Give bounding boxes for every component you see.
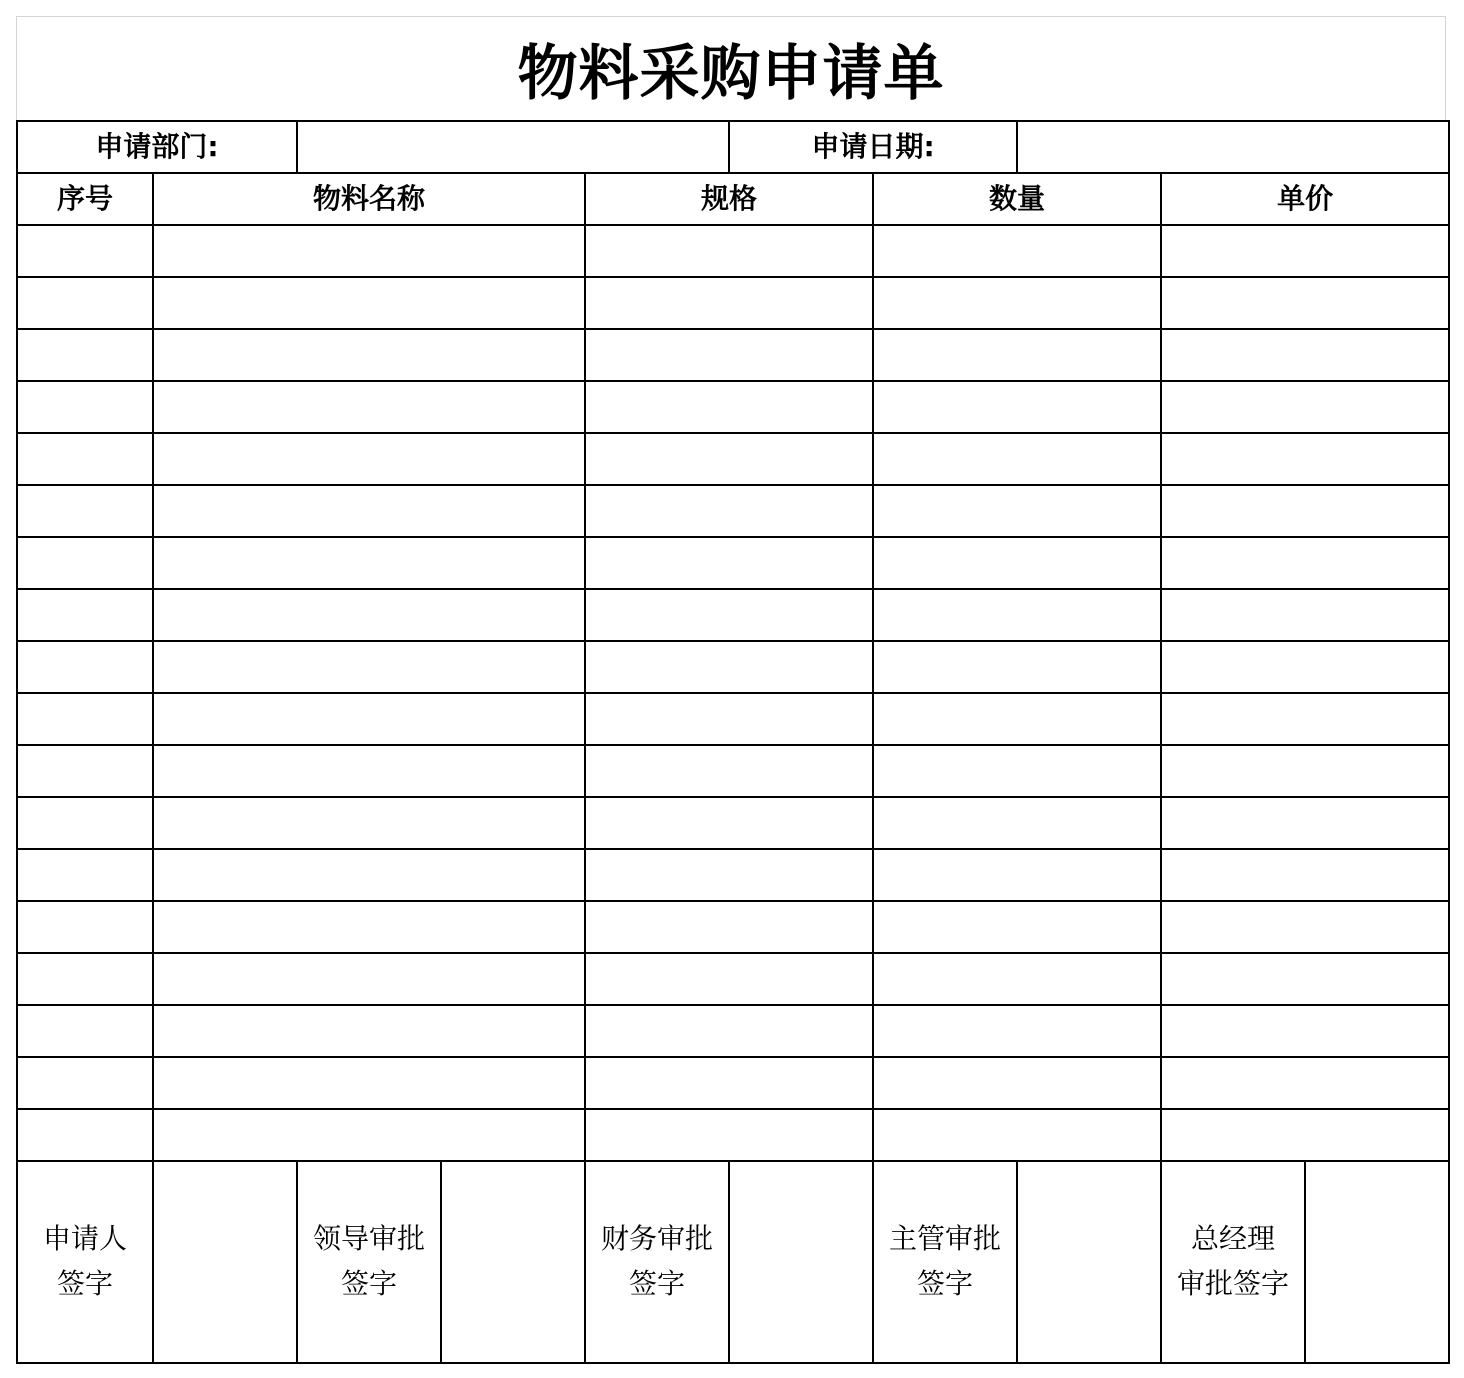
cell-name[interactable] xyxy=(153,589,585,641)
cell-qty[interactable] xyxy=(873,1057,1161,1109)
table-row xyxy=(17,901,1449,953)
cell-price[interactable] xyxy=(1161,329,1449,381)
date-label: 申请日期: xyxy=(729,121,1017,173)
purchase-request-table xyxy=(16,120,1450,1364)
cell-name[interactable] xyxy=(153,1005,585,1057)
cell-name[interactable] xyxy=(153,277,585,329)
cell-index[interactable] xyxy=(17,693,153,745)
cell-spec[interactable] xyxy=(585,641,873,693)
cell-spec[interactable] xyxy=(585,225,873,277)
signature-label-line1: 申请人 xyxy=(42,1222,127,1256)
signature-field[interactable] xyxy=(729,1161,873,1363)
signature-field[interactable] xyxy=(441,1161,585,1363)
cell-price[interactable] xyxy=(1161,381,1449,433)
table-row xyxy=(17,953,1449,1005)
signature-field[interactable] xyxy=(153,1161,297,1363)
table-row xyxy=(17,693,1449,745)
cell-name[interactable] xyxy=(153,901,585,953)
cell-name[interactable] xyxy=(153,641,585,693)
table-row xyxy=(17,641,1449,693)
cell-qty[interactable] xyxy=(873,433,1161,485)
cell-spec[interactable] xyxy=(585,849,873,901)
cell-index[interactable] xyxy=(17,901,153,953)
cell-qty[interactable] xyxy=(873,381,1161,433)
column-header-row xyxy=(17,173,1449,225)
table-row xyxy=(17,1109,1449,1161)
cell-qty[interactable] xyxy=(873,797,1161,849)
signature-label xyxy=(873,1161,1017,1363)
cell-qty[interactable] xyxy=(873,277,1161,329)
cell-price[interactable] xyxy=(1161,953,1449,1005)
table-row xyxy=(17,589,1449,641)
cell-index[interactable] xyxy=(17,485,153,537)
col-header-name: 物料名称 xyxy=(153,173,585,225)
cell-name[interactable] xyxy=(153,1057,585,1109)
cell-name[interactable] xyxy=(153,537,585,589)
cell-spec[interactable] xyxy=(585,433,873,485)
cell-price[interactable] xyxy=(1161,901,1449,953)
cell-qty[interactable] xyxy=(873,953,1161,1005)
cell-index[interactable] xyxy=(17,381,153,433)
signature-label-line2: 审批签字 xyxy=(1177,1267,1290,1300)
cell-qty[interactable] xyxy=(873,329,1161,381)
cell-index[interactable] xyxy=(17,953,153,1005)
cell-spec[interactable] xyxy=(585,589,873,641)
cell-price[interactable] xyxy=(1161,1005,1449,1057)
table-row xyxy=(17,277,1449,329)
cell-name[interactable] xyxy=(153,1109,585,1161)
cell-price[interactable] xyxy=(1161,745,1449,797)
cell-name[interactable] xyxy=(153,745,585,797)
form-header xyxy=(16,16,1446,120)
cell-qty[interactable] xyxy=(873,849,1161,901)
cell-qty[interactable] xyxy=(873,641,1161,693)
cell-price[interactable] xyxy=(1161,537,1449,589)
cell-spec[interactable] xyxy=(585,381,873,433)
cell-index[interactable] xyxy=(17,1005,153,1057)
signature-label xyxy=(297,1161,441,1363)
table-row xyxy=(17,329,1449,381)
cell-price[interactable] xyxy=(1161,641,1449,693)
dept-field[interactable] xyxy=(297,121,729,173)
table-row xyxy=(17,485,1449,537)
cell-price[interactable] xyxy=(1161,693,1449,745)
signature-label-line1: 总经理 xyxy=(1191,1222,1276,1256)
cell-price[interactable] xyxy=(1161,485,1449,537)
cell-index[interactable] xyxy=(17,1109,153,1161)
signature-field[interactable] xyxy=(1305,1161,1449,1363)
table-row xyxy=(17,1057,1449,1109)
cell-name[interactable] xyxy=(153,433,585,485)
cell-spec[interactable] xyxy=(585,1005,873,1057)
signature-field[interactable] xyxy=(1017,1161,1161,1363)
cell-name[interactable] xyxy=(153,485,585,537)
cell-spec[interactable] xyxy=(585,693,873,745)
cell-name[interactable] xyxy=(153,225,585,277)
signature-label xyxy=(1161,1161,1305,1363)
table-row xyxy=(17,797,1449,849)
cell-qty[interactable] xyxy=(873,1005,1161,1057)
signature-row xyxy=(17,1161,1449,1363)
cell-price[interactable] xyxy=(1161,277,1449,329)
signature-label-line1: 财务审批 xyxy=(601,1222,714,1256)
form-title: 物料采购申请单 xyxy=(517,38,945,109)
cell-qty[interactable] xyxy=(873,745,1161,797)
dept-label: 申请部门: xyxy=(17,121,297,173)
cell-qty[interactable] xyxy=(873,693,1161,745)
signature-label-line2: 签字 xyxy=(629,1267,686,1300)
cell-spec[interactable] xyxy=(585,953,873,1005)
cell-index[interactable] xyxy=(17,1057,153,1109)
signature-label-line1: 主管审批 xyxy=(889,1222,1002,1256)
cell-qty[interactable] xyxy=(873,1109,1161,1161)
cell-index[interactable] xyxy=(17,849,153,901)
table-row xyxy=(17,1005,1449,1057)
cell-price[interactable] xyxy=(1161,589,1449,641)
cell-price[interactable] xyxy=(1161,797,1449,849)
table-row xyxy=(17,225,1449,277)
cell-index[interactable] xyxy=(17,277,153,329)
col-header-spec: 规格 xyxy=(585,173,873,225)
cell-price[interactable] xyxy=(1161,225,1449,277)
cell-spec[interactable] xyxy=(585,485,873,537)
cell-name[interactable] xyxy=(153,797,585,849)
cell-qty[interactable] xyxy=(873,537,1161,589)
cell-spec[interactable] xyxy=(585,329,873,381)
info-row xyxy=(17,121,1449,173)
cell-name[interactable] xyxy=(153,849,585,901)
signature-label xyxy=(17,1161,153,1363)
col-header-qty: 数量 xyxy=(873,173,1161,225)
cell-qty[interactable] xyxy=(873,589,1161,641)
col-header-index: 序号 xyxy=(17,173,153,225)
cell-spec[interactable] xyxy=(585,1109,873,1161)
signature-label-line1: 领导审批 xyxy=(313,1222,426,1256)
table-row xyxy=(17,433,1449,485)
date-field[interactable] xyxy=(1017,121,1449,173)
cell-name[interactable] xyxy=(153,381,585,433)
cell-price[interactable] xyxy=(1161,433,1449,485)
cell-name[interactable] xyxy=(153,329,585,381)
signature-label-line2: 签字 xyxy=(56,1267,113,1300)
cell-qty[interactable] xyxy=(873,901,1161,953)
cell-spec[interactable] xyxy=(585,797,873,849)
cell-price[interactable] xyxy=(1161,1057,1449,1109)
table-row xyxy=(17,849,1449,901)
cell-spec[interactable] xyxy=(585,277,873,329)
table-row xyxy=(17,381,1449,433)
table-row xyxy=(17,745,1449,797)
cell-spec[interactable] xyxy=(585,901,873,953)
cell-qty[interactable] xyxy=(873,225,1161,277)
cell-index[interactable] xyxy=(17,589,153,641)
cell-name[interactable] xyxy=(153,953,585,1005)
cell-index[interactable] xyxy=(17,433,153,485)
cell-index[interactable] xyxy=(17,745,153,797)
signature-label-line2: 签字 xyxy=(917,1267,974,1300)
cell-spec[interactable] xyxy=(585,537,873,589)
col-header-price: 单价 xyxy=(1161,173,1449,225)
table-row xyxy=(17,537,1449,589)
cell-name[interactable] xyxy=(153,693,585,745)
cell-index[interactable] xyxy=(17,329,153,381)
cell-index[interactable] xyxy=(17,641,153,693)
cell-index[interactable] xyxy=(17,537,153,589)
cell-index[interactable] xyxy=(17,225,153,277)
cell-spec[interactable] xyxy=(585,1057,873,1109)
cell-spec[interactable] xyxy=(585,745,873,797)
cell-index[interactable] xyxy=(17,797,153,849)
cell-price[interactable] xyxy=(1161,1109,1449,1161)
signature-label-line2: 签字 xyxy=(341,1267,398,1300)
cell-price[interactable] xyxy=(1161,849,1449,901)
signature-label xyxy=(585,1161,729,1363)
cell-qty[interactable] xyxy=(873,485,1161,537)
